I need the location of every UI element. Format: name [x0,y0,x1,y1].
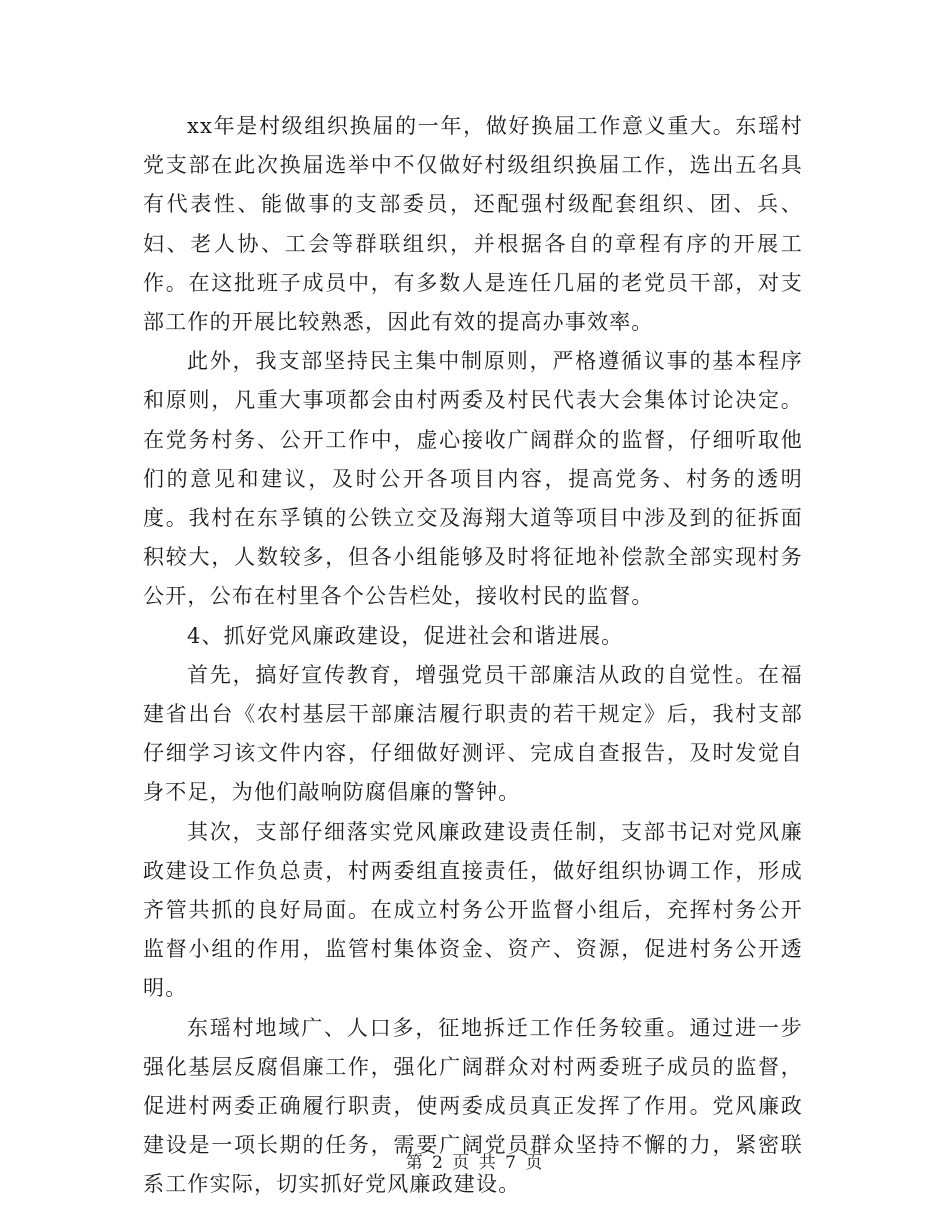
paragraph-education: 首先，搞好宣传教育，增强党员干部廉洁从政的自觉性。在福建省出台《农村基层干部廉洁履行职责的若干规定》后，我村支部仔细学习该文件内容，仔细做好测评、完成自查报告，及时发觉自身不足，为他们敲响防腐倡廉的警钟。 [143,662,803,805]
paragraph-democratic-centralism: 此外，我支部坚持民主集中制原则，严格遵循议事的基本程序和原则，凡重大事项都会由村两委及村民代表大会集体讨论决定。在党务村务、公开工作中，虚心接收广阔群众的监督，仔细听取他们的意见和建议，及时公开各项目内容，提高党务、村务的透明度。我村在东孚镇的公铁立交及海翔大道等项目中涉及到的征拆面积较大，人数较多，但各小组能够及时将征地补偿款全部实现村务公开，公布在村里各个公告栏处，接收村民的监督。 [143,349,803,609]
paragraph-election: xx年是村级组织换届的一年，做好换届工作意义重大。东瑶村党支部在此次换届选举中不仅做好村级组织换届工作，选出五名具有代表性、能做事的支部委员，还配强村级配套组织、团、兵、妇、老人协、工会等群联组织，并根据各自的章程有序的开展工作。在这批班子成员中，有多数人是连任几届的老党员干部，对支部工作的开展比较熟悉，因此有效的提高办事效率。 [143,114,803,335]
paragraph-conclusion: 东瑶村地域广、人口多，征地拆迁工作任务较重。通过进一步强化基层反腐倡廉工作，强化广阔群众对村两委班子成员的监督，促进村两委正确履行职责，使两委成员真正发挥了作用。党风廉政建设是一项长期的任务，需要广阔党员群众坚持不懈的力，紧密联系工作实际，切实抓好党风廉政建设。 [143,1015,803,1197]
section-heading-anti-corruption: 4、抓好党风廉政建设，促进社会和谐进展。 [187,623,624,648]
document-body [143,107,803,1205]
paragraph-responsibility: 其次，支部仔细落实党风廉政建设责任制，支部书记对党风廉政建设工作负总责，村两委组直接责任，做好组织协调工作，形成齐管共抓的良好局面。在成立村务公开监督小组后，充挥村务公开监督小组的作用，监管村集体资金、资产、资源，促进村务公开透明。 [143,819,803,1001]
page-number-footer: 第 2 页 共 7 页 [405,1153,545,1173]
